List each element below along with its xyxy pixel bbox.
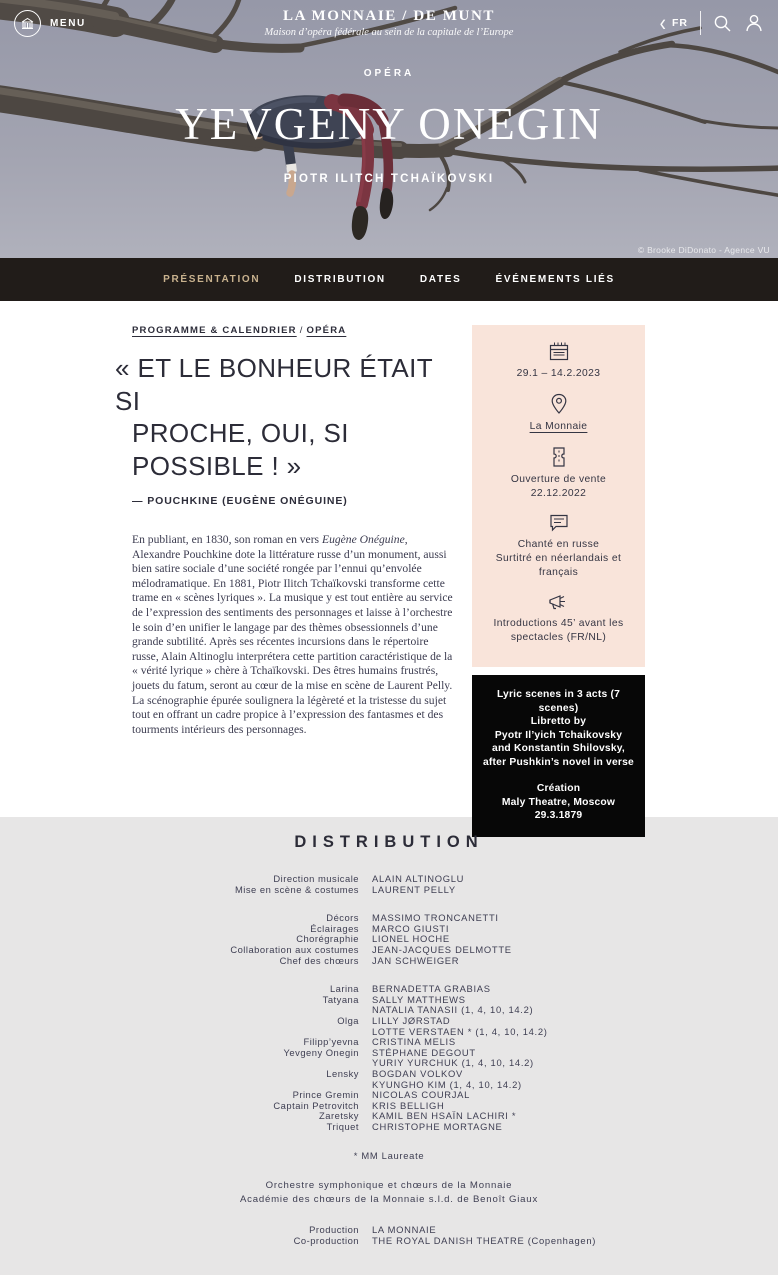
cast-role: Mise en scène & costumes: [234, 883, 359, 895]
info-item-venue: [482, 393, 635, 434]
info-sidebar: [472, 325, 645, 821]
intro-italic-title: Eugène Onéguine: [321, 533, 405, 546]
top-bar-actions: [660, 11, 764, 35]
cast-name: BOGDAN VOLKOV: [372, 1067, 463, 1079]
language-label: FR: [672, 17, 688, 29]
breadcrumb-link-programme[interactable]: PROGRAMME & CALENDRIER: [132, 325, 297, 336]
facts-group-1: [480, 688, 637, 769]
intro-paragraph: [132, 533, 456, 737]
production-list: [109, 1225, 669, 1246]
cast-name: JAN SCHWEIGER: [372, 954, 460, 966]
info-item-sale: [482, 446, 635, 501]
intro-text-2: , Alexandre Pouchkine dote la littérature russe d’un monument, aussi bien satire sociale d’une société rongée par l’ennui qu’envolée mélodramatique. En 1881, Piotr Ilitch Tchaïkovski transforme cette trame en « scènes lyriques ». La musique y est tout entière au service de l’expression des sentiments des personnages et laisse à l’orchestre le soin d’en unifier le langage par des thèmes obsessionnels d’une grande subtilité. Après ses récentes incursions dans le répertoire russe, Alain Altinoglu interprétera cette partition caractéristique de la « vérité lyrique » chère à Tchaïkovski. Des êtres humains frustrés, jouets du fatum, seront au cœur de la mise en scène de Laurent Pelly. La scénographie épurée soulignera la légèreté et la tristesse du sujet tout en offrant un cadre propice à l’expression des fantasmes et des tourments intérieurs des personnages.: [132, 533, 453, 736]
quote-attribution: — POUCHKINE (EUGÈNE ONÉGUINE): [132, 495, 348, 507]
menu-button[interactable]: [14, 10, 86, 37]
cast-role: Filipp’yevna: [303, 1036, 359, 1048]
fact-line: Pyotr Il’yich Tchaikovsky: [494, 729, 623, 741]
chevron-left-icon: ‹: [659, 9, 666, 37]
cast-row: [109, 1069, 669, 1080]
section-nav: [0, 258, 778, 301]
cast-role: Décors: [326, 912, 359, 924]
cast-name: LILLY JØRSTAD: [372, 1014, 451, 1026]
hero-banner: [0, 0, 778, 258]
cast-row: [109, 885, 669, 896]
cast-name: YURIY YURCHUK (1, 4, 10, 14.2): [372, 1057, 534, 1069]
fact-line: Libretto by: [530, 716, 587, 727]
cast-name: MARCO GIUSTI: [372, 922, 450, 934]
production-role: Production: [309, 1224, 359, 1236]
top-bar: [0, 0, 778, 46]
cast-role: Olga: [337, 1014, 359, 1026]
page-title: YEVGENY ONEGIN: [175, 99, 603, 149]
production-name: THE ROYAL DANISH THEATRE (Copenhagen): [372, 1235, 597, 1247]
ticket-icon: [550, 446, 568, 468]
hero-category: OPÉRA: [363, 68, 415, 79]
fact-line: 29.3.1879: [534, 810, 583, 821]
distribution-title: DISTRIBUTION: [294, 833, 484, 851]
presentation-column: [115, 325, 456, 817]
megaphone-icon: [547, 592, 570, 612]
fact-line: Maly Theatre, Moscow: [501, 796, 616, 808]
breadcrumb-separator: /: [299, 325, 304, 336]
main-content: [0, 301, 778, 821]
quote-heading-line: POSSIBLE ! »: [132, 450, 302, 481]
divider: [700, 11, 701, 35]
cast-row: [109, 1122, 669, 1133]
cast-role: Collaboration aux costumes: [230, 943, 359, 955]
cast-role: Lensky: [326, 1067, 359, 1079]
performance-dates: 29.1 – 14.2.2023: [516, 368, 601, 379]
cast-row: [109, 956, 669, 967]
ticket-sale-date: Ouverture de vente 22.12.2022: [510, 474, 607, 499]
cast-role: Direction musicale: [273, 873, 359, 884]
cast-role: [109, 1005, 359, 1016]
cast-role: Larina: [329, 983, 359, 995]
cast-name: CRISTINA MELIS: [372, 1036, 456, 1048]
cast-name: MASSIMO TRONCANETTI: [372, 912, 499, 924]
cast-name: STÉPHANE DEGOUT: [372, 1046, 476, 1058]
production-row: [109, 1236, 669, 1247]
venue-link[interactable]: La Monnaie: [529, 421, 588, 432]
cast-name: CHRISTOPHE MORTAGNE: [372, 1120, 503, 1132]
nav-item[interactable]: DATES: [419, 274, 462, 285]
nav-item[interactable]: DISTRIBUTION: [294, 274, 386, 285]
hero-composer: PIOTR ILITCH TCHAÏKOVSKI: [283, 173, 495, 185]
logo-subtitle: Maison d’opéra fédérale au sein de la capitale de l’Europe: [264, 27, 514, 38]
breadcrumb: [132, 325, 456, 336]
ensemble-lines: [0, 1179, 778, 1207]
cast-name: JEAN-JACQUES DELMOTTE: [372, 943, 512, 955]
cast-role: Prince Gremin: [292, 1089, 359, 1101]
search-button[interactable]: [713, 14, 732, 33]
cast-name: LOTTE VERSTAEN * (1, 4, 10, 14.2): [372, 1025, 548, 1037]
opera-house-icon: [14, 10, 41, 37]
info-item-introductions: [482, 592, 635, 645]
menu-label: MENU: [50, 17, 86, 29]
cast-role: Éclairages: [310, 922, 359, 934]
cast-name: KYUNGHO KIM (1, 4, 10, 14.2): [372, 1078, 522, 1090]
laureate-note: * MM Laureate: [353, 1150, 425, 1162]
speech-bubble-icon: [548, 513, 570, 533]
cast-name: LAURENT PELLY: [372, 883, 456, 895]
info-item-dates: [482, 341, 635, 381]
ensemble-line: Orchestre symphonique et chœurs de la Monnaie: [265, 1180, 513, 1192]
nav-item[interactable]: PRÉSENTATION: [163, 274, 261, 285]
surtitles-language: Surtitré en néerlandais et français: [495, 553, 622, 578]
quote-heading-line: « ET LE BONHEUR ÉTAIT SI: [115, 353, 433, 416]
cast-row: [109, 945, 669, 956]
calendar-icon: [548, 341, 570, 362]
cast-role: Captain Petrovitch: [273, 1099, 359, 1111]
account-icon: [744, 13, 764, 33]
introductions-info: Introductions 45’ avant les spectacles (FR/NL): [493, 618, 624, 643]
cast-name: KAMIL BEN HSAÏN LACHIRI *: [372, 1110, 517, 1122]
cast-name: SALLY MATTHEWS: [372, 993, 466, 1005]
facts-group-2: [480, 782, 637, 823]
production-name: LA MONNAIE: [372, 1224, 437, 1236]
fact-line: after Pushkin’s novel in verse: [483, 756, 634, 768]
language-selector[interactable]: [659, 9, 688, 37]
quote-heading-line: PROCHE, OUI, SI: [132, 418, 349, 448]
work-facts-box: [472, 675, 645, 837]
breadcrumb-link-opera[interactable]: OPÉRA: [306, 325, 347, 336]
photo-credit: © Brooke DiDonato - Agence VU: [637, 245, 770, 255]
cast-role: Yevgeny Onegin: [283, 1046, 359, 1058]
fact-line: Lyric scenes in 3 acts (7 scenes): [496, 689, 621, 714]
cast-name: ALAIN ALTINOGLU: [372, 873, 465, 884]
cast-row: [109, 1016, 669, 1027]
distribution-section: [0, 817, 778, 1275]
cast-list: [109, 874, 669, 1132]
cast-role: Chef des chœurs: [279, 954, 359, 966]
cast-name: NATALIA TANASII (1, 4, 10, 14.2): [372, 1004, 534, 1016]
nav-item[interactable]: ÉVÉNEMENTS LIÉS: [495, 274, 615, 285]
cast-name: NICOLAS COURJAL: [372, 1089, 471, 1101]
info-item-language: [482, 513, 635, 580]
cast-role: Chorégraphie: [296, 933, 359, 945]
cast-name: KRIS BELLIGH: [372, 1099, 445, 1111]
intro-text-1: En publiant, en 1830, son roman en vers: [132, 533, 322, 546]
cast-role: Zaretsky: [319, 1110, 359, 1122]
fact-line: and Konstantin Shilovsky,: [492, 743, 625, 754]
account-button[interactable]: [744, 13, 764, 33]
ensemble-line: Académie des chœurs de la Monnaie s.l.d. de Benoît Giaux: [239, 1194, 539, 1206]
practical-info-box: [472, 325, 645, 667]
sung-language: Chanté en russe: [517, 539, 600, 550]
quote-heading: [115, 352, 456, 482]
search-icon: [713, 14, 732, 33]
cast-name: BERNADETTA GRABIAS: [372, 983, 491, 995]
production-role: Co-production: [293, 1235, 359, 1247]
cast-name: LIONEL HOCHE: [372, 933, 450, 945]
fact-line: Création: [536, 783, 581, 794]
cast-row: [109, 874, 669, 885]
cast-role: Tatyana: [322, 993, 359, 1005]
logo-title: LA MONNAIE / DE MUNT: [282, 8, 495, 24]
cast-role: Triquet: [326, 1120, 359, 1132]
location-pin-icon: [550, 393, 568, 415]
cast-role: [109, 1058, 359, 1069]
